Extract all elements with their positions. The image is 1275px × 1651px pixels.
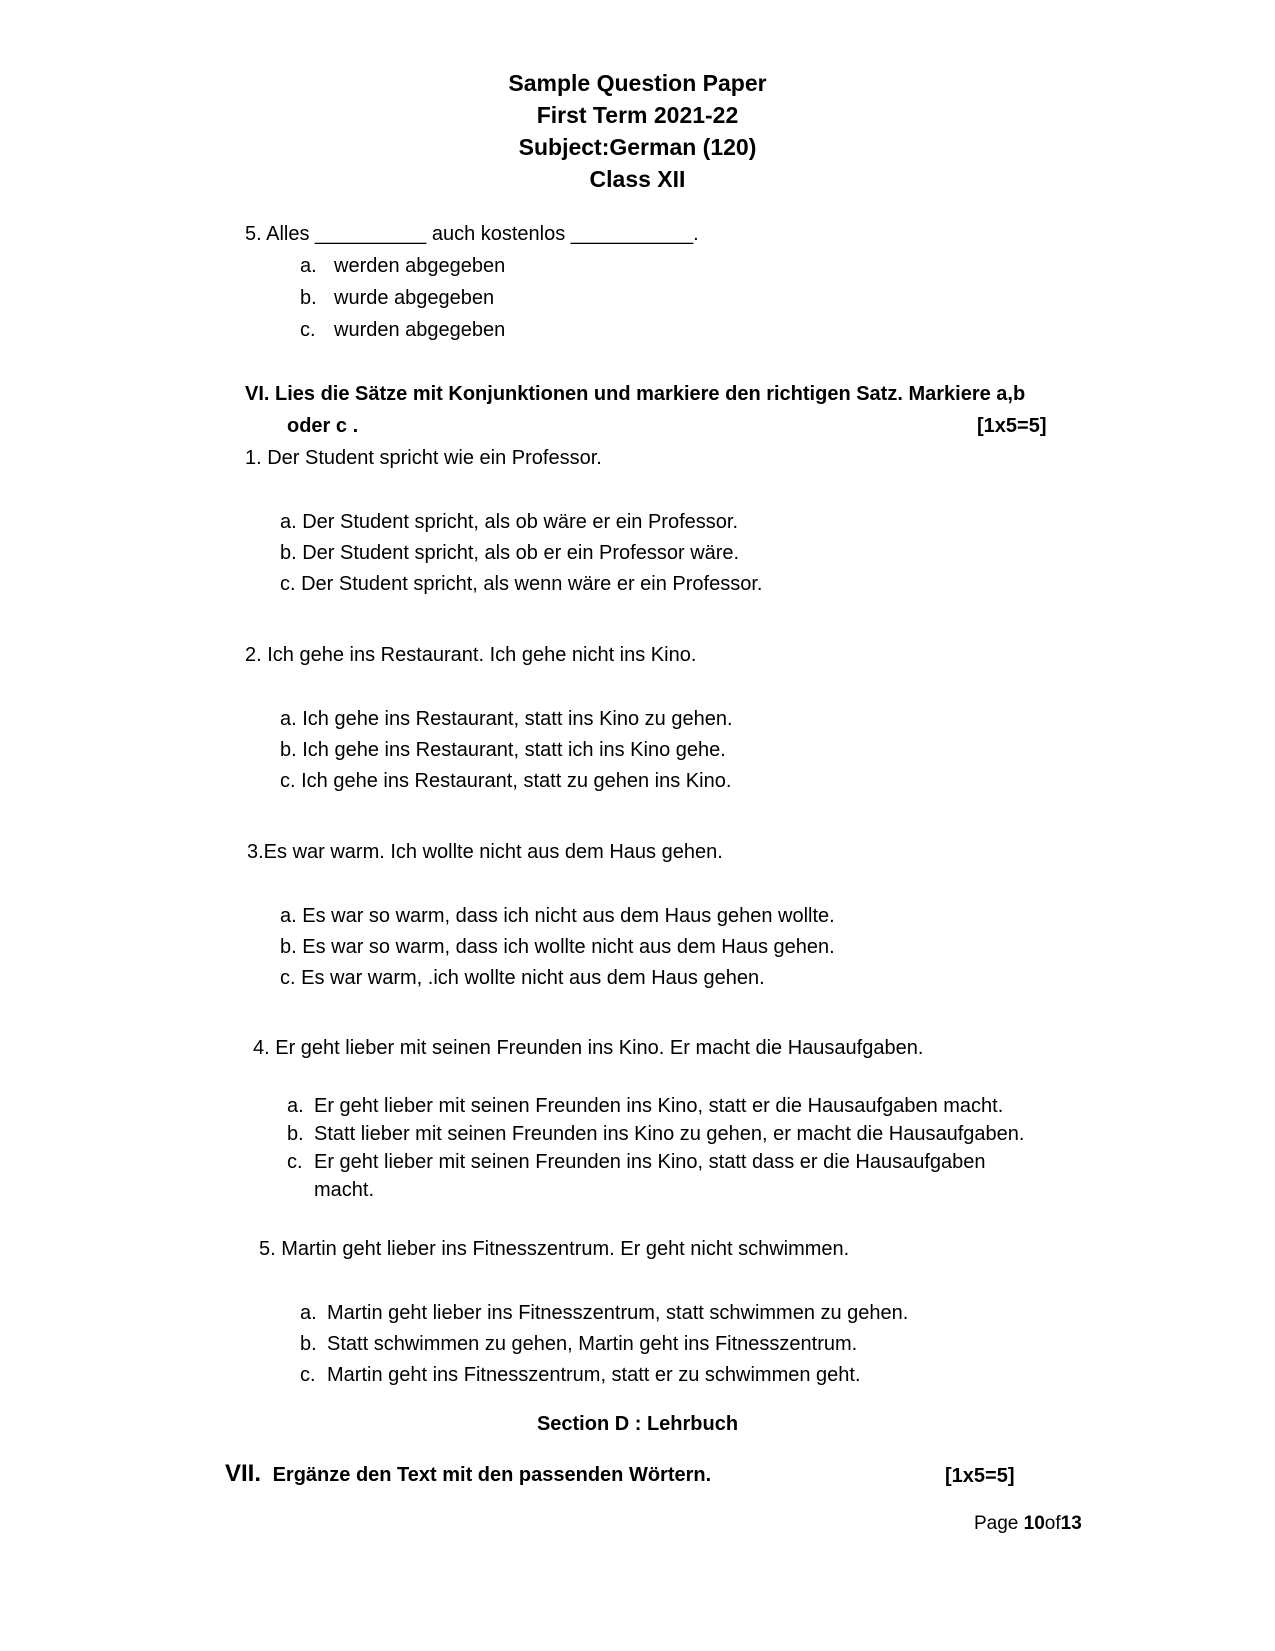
option-text: wurden abgegeben (334, 319, 506, 341)
option-c: c. Ich gehe ins Restaurant, statt zu gehen ins Kino. (280, 770, 732, 792)
option-a (300, 1301, 908, 1325)
option-a (300, 254, 505, 278)
option-c: c. Es war warm, .ich wollte nicht aus dem Haus gehen. (280, 967, 765, 989)
option-text: Statt lieber mit seinen Freunden ins Kino zu gehen, er macht die Hausaufgaben. (314, 1123, 1025, 1145)
option-text: Martin geht ins Fitnesszentrum, statt er zu schwimmen geht. (327, 1364, 861, 1386)
paper-title: Sample Question Paper (508, 70, 767, 96)
option-b (287, 1122, 1024, 1146)
page-label: Page (974, 1513, 1024, 1534)
section-vii-instruction (225, 1462, 711, 1487)
option-a (287, 1094, 1003, 1118)
question-stem: 2. Ich gehe ins Restaurant. Ich gehe nicht ins Kino. (245, 644, 697, 666)
question-stem: 4. Er geht lieber mit seinen Freunden ins Kino. Er macht die Hausaufgaben. (253, 1037, 924, 1059)
option-c-continuation: macht. (314, 1179, 375, 1201)
option-c (300, 1363, 861, 1387)
option-c (287, 1150, 986, 1174)
option-text: Statt schwimmen zu gehen, Martin geht ins Fitnesszentrum. (327, 1333, 858, 1355)
option-text: Martin geht lieber ins Fitnesszentrum, statt schwimmen zu gehen. (327, 1302, 909, 1324)
option-marker: c. (300, 1364, 316, 1386)
option-marker: b. (300, 287, 317, 309)
option-text: wurde abgegeben (334, 287, 495, 309)
option-c (300, 318, 505, 342)
option-b: b. Ich gehe ins Restaurant, statt ich ins Kino gehe. (280, 739, 726, 761)
option-a: a. Der Student spricht, als ob wäre er ein Professor. (280, 511, 738, 533)
question-stem: 1. Der Student spricht wie ein Professor. (245, 447, 602, 469)
section-vii-numeral: VII. (225, 1460, 262, 1487)
option-marker: c. (300, 319, 316, 341)
option-b: b. Es war so warm, dass ich wollte nicht aus dem Haus gehen. (280, 936, 835, 958)
option-b (300, 1332, 857, 1356)
question-stem: 3.Es war warm. Ich wollte nicht aus dem Haus gehen. (247, 841, 723, 863)
option-marker: a. (300, 255, 317, 277)
option-b: b. Der Student spricht, als ob er ein Professor wäre. (280, 542, 740, 564)
section-vi-instruction: VI. Lies die Sätze mit Konjunktionen und markiere den richtigen Satz. Markiere a,b (245, 383, 1026, 405)
option-marker: c. (287, 1151, 303, 1173)
option-c: c. Der Student spricht, als wenn wäre er ein Professor. (280, 573, 763, 595)
option-marker: a. (287, 1095, 304, 1117)
page-number (974, 1512, 1082, 1536)
term-title: First Term 2021-22 (536, 102, 739, 128)
option-marker: b. (287, 1123, 304, 1145)
class-title: Class XII (589, 166, 686, 192)
option-text: werden abgegeben (334, 255, 506, 277)
option-a: a. Es war so warm, dass ich nicht aus dem Haus gehen wollte. (280, 905, 835, 927)
option-marker: b. (300, 1333, 317, 1355)
question-stem: 5. Alles __________ auch kostenlos ___________. (245, 223, 699, 245)
section-vii-text: Ergänze den Text mit den passenden Wörtern. (272, 1464, 712, 1486)
section-vii-marks: [1x5=5] (945, 1465, 1015, 1487)
page-total: 13 (1060, 1513, 1082, 1534)
page-of-label: of (1044, 1513, 1061, 1534)
option-text: Er geht lieber mit seinen Freunden ins Kino, statt dass er die Hausaufgaben (314, 1151, 986, 1173)
page-current: 10 (1023, 1513, 1045, 1534)
option-marker: a. (300, 1302, 317, 1324)
subject-title: Subject:German (120) (518, 134, 757, 160)
option-text: Er geht lieber mit seinen Freunden ins Kino, statt er die Hausaufgaben macht. (314, 1095, 1004, 1117)
section-vi-instruction-cont: oder c . (287, 415, 359, 437)
section-vi-marks: [1x5=5] (977, 415, 1047, 437)
question-stem: 5. Martin geht lieber ins Fitnesszentrum. Er geht nicht schwimmen. (259, 1238, 850, 1260)
option-a: a. Ich gehe ins Restaurant, statt ins Kino zu gehen. (280, 708, 733, 730)
section-d-title: Section D : Lehrbuch (536, 1413, 739, 1435)
option-b (300, 286, 494, 310)
